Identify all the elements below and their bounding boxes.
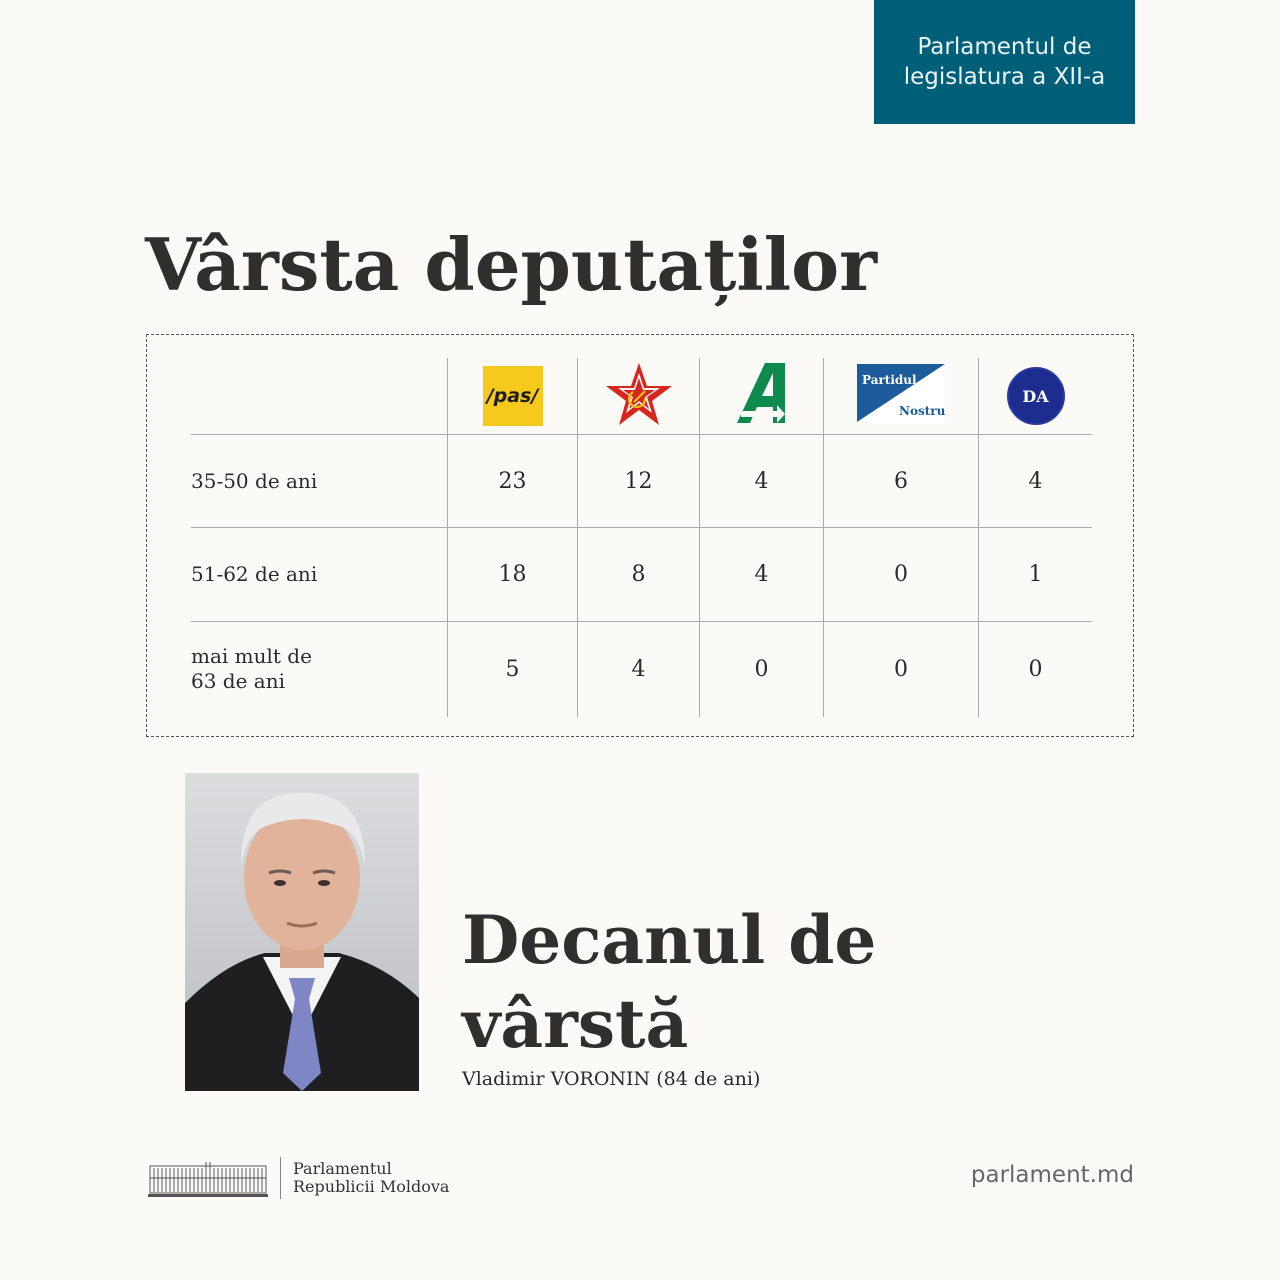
party-header-alternativa	[700, 358, 824, 435]
party-header-communist	[578, 358, 700, 435]
cell-value: 4	[578, 621, 700, 717]
footer-organization: Parlamentul Republicii Moldova	[293, 1159, 450, 1196]
svg-text:Partidul: Partidul	[862, 373, 917, 387]
pas-logo-icon: /pas/	[483, 366, 543, 426]
party-logos-row	[191, 358, 1092, 435]
cell-value: 18	[448, 528, 578, 621]
row-label: 35-50 de ani	[191, 468, 318, 493]
communist-star-icon	[604, 361, 674, 427]
parliament-building-icon	[148, 1158, 268, 1198]
party-header-partidul-nostru	[824, 358, 979, 435]
partidul-nostru-icon	[857, 364, 945, 424]
cell-value: 4	[979, 435, 1093, 528]
da-logo-icon: DA	[1007, 367, 1065, 425]
table-row	[191, 528, 1092, 621]
age-table	[191, 358, 1092, 717]
row-label: 51-62 de ani	[191, 561, 318, 586]
cell-value: 5	[448, 621, 578, 717]
cell-value: 12	[578, 435, 700, 528]
portrait-illustration	[185, 773, 419, 1091]
cell-value: 0	[824, 621, 979, 717]
table-row	[191, 435, 1092, 528]
footer-url[interactable]: parlament.md	[970, 1162, 1134, 1188]
dean-caption: Vladimir VORONIN (84 de ani)	[462, 1068, 761, 1090]
cell-value: 6	[824, 435, 979, 528]
party-header-pas	[448, 358, 578, 435]
table-row	[191, 621, 1092, 717]
party-header-da	[979, 358, 1093, 435]
cell-value: 23	[448, 435, 578, 528]
legislature-badge	[874, 0, 1135, 124]
footer-divider	[280, 1157, 281, 1199]
cell-value: 0	[824, 528, 979, 621]
empty-header-cell	[191, 358, 448, 435]
cell-value: 0	[700, 621, 824, 717]
cell-value: 4	[700, 528, 824, 621]
cell-value: 4	[700, 435, 824, 528]
cell-value: 0	[979, 621, 1093, 717]
cell-value: 1	[979, 528, 1093, 621]
badge-line-2: legislatura a XII-a	[903, 64, 1106, 90]
page-title: Vârsta deputaților	[145, 222, 878, 307]
row-label: mai mult de 63 de ani	[191, 644, 312, 694]
badge-line-1: Parlamentul de	[917, 34, 1092, 60]
svg-text:Nostru: Nostru	[899, 404, 945, 418]
alternativa-a-icon	[737, 363, 787, 425]
portrait-photo	[185, 773, 419, 1091]
cell-value: 8	[578, 528, 700, 621]
dean-title: Decanul de vârstă	[462, 901, 877, 1063]
